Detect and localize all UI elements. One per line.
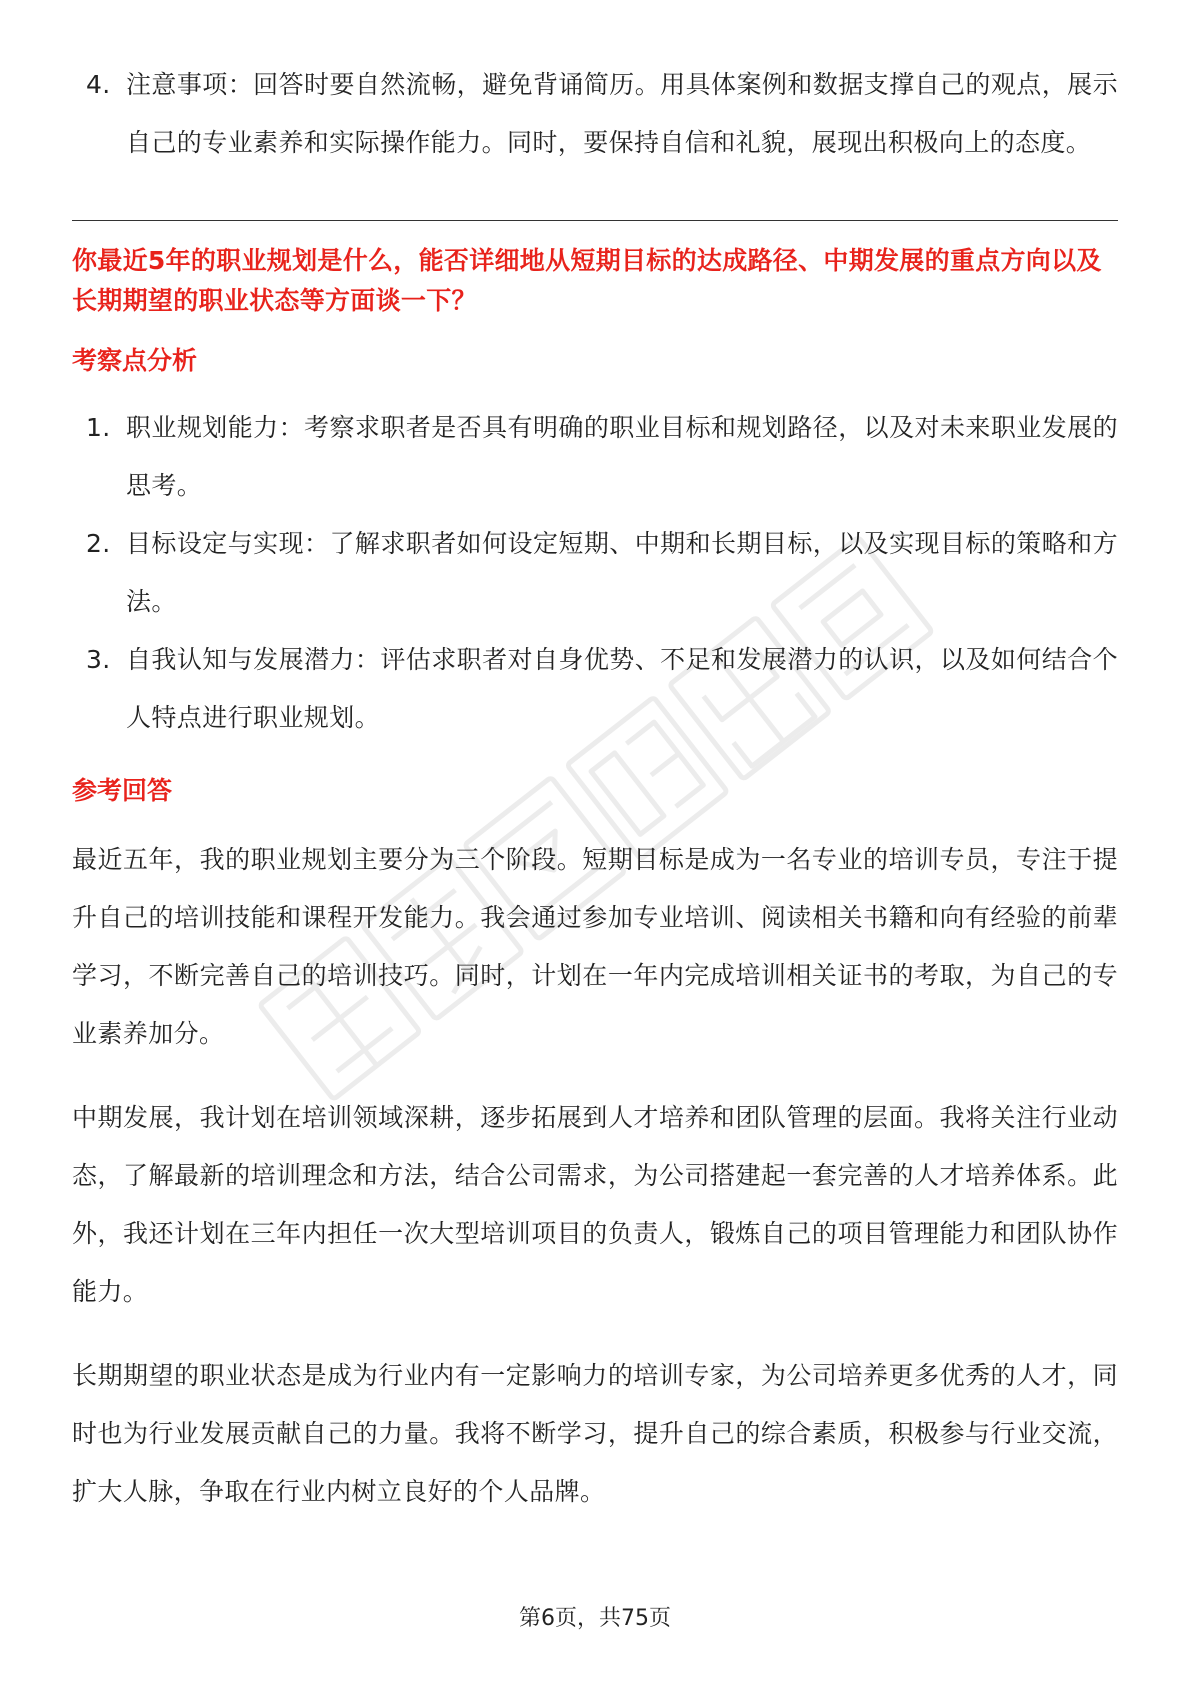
- answer-body: [72, 831, 1118, 1521]
- list-number: 1.: [86, 413, 111, 442]
- page-footer: 第6页，共75页: [519, 1606, 671, 1631]
- answer-paragraph: 长期期望的职业状态是成为行业内有一定影响力的培训专家，为公司培养更多优秀的人才，同时也为行业发展贡献自己的力量。我将不断学习，提升自己的综合素质，积极参与行业交流，扩大人脉，争取在行业内树立良好的个人品牌。: [72, 1361, 1118, 1506]
- list-number: 2.: [86, 529, 111, 558]
- document-content: [72, 56, 1118, 1547]
- list-item: [72, 515, 1118, 631]
- list-item: [72, 631, 1118, 747]
- list-text: 注意事项：回答时要自然流畅，避免背诵简历。用具体案例和数据支撑自己的观点，展示自己的专业素养和实际操作能力。同时，要保持自信和礼貌，展现出积极向上的态度。: [126, 70, 1118, 157]
- section-divider: [72, 220, 1118, 221]
- list-text: 目标设定与实现：了解求职者如何设定短期、中期和长期目标，以及实现目标的策略和方法。: [126, 529, 1118, 616]
- answer-heading: 参考回答: [72, 776, 173, 805]
- list-item: [72, 56, 1118, 172]
- list-text: 自我认知与发展潜力：评估求职者对自身优势、不足和发展潜力的认识，以及如何结合个人特点进行职业规划。: [126, 645, 1118, 732]
- list-item: [72, 399, 1118, 515]
- list-number: 4.: [86, 70, 111, 99]
- answer-paragraph: 中期发展，我计划在培训领域深耕，逐步拓展到人才培养和团队管理的层面。我将关注行业动态，了解最新的培训理念和方法，结合公司需求，为公司搭建起一套完善的人才培养体系。此外，我还计划在三年内担任一次大型培训项目的负责人，锻炼自己的项目管理能力和团队协作能力。: [72, 1103, 1118, 1306]
- analysis-heading: 考察点分析: [72, 346, 198, 375]
- list-number: 3.: [86, 645, 111, 674]
- interview-question: 你最近5年的职业规划是什么，能否详细地从短期目标的达成路径、中期发展的重点方向以及长期期望的职业状态等方面谈一下？: [72, 246, 1102, 315]
- list-text: 职业规划能力：考察求职者是否具有明确的职业目标和规划路径，以及对未来职业发展的思考。: [126, 413, 1118, 500]
- answer-paragraph: 最近五年，我的职业规划主要分为三个阶段。短期目标是成为一名专业的培训专员，专注于提升自己的培训技能和课程开发能力。我会通过参加专业培训、阅读相关书籍和向有经验的前辈学习，不断完善自己的培训技巧。同时，计划在一年内完成培训相关证书的考取，为自己的专业素养加分。: [72, 845, 1118, 1048]
- analysis-list: [72, 399, 1118, 747]
